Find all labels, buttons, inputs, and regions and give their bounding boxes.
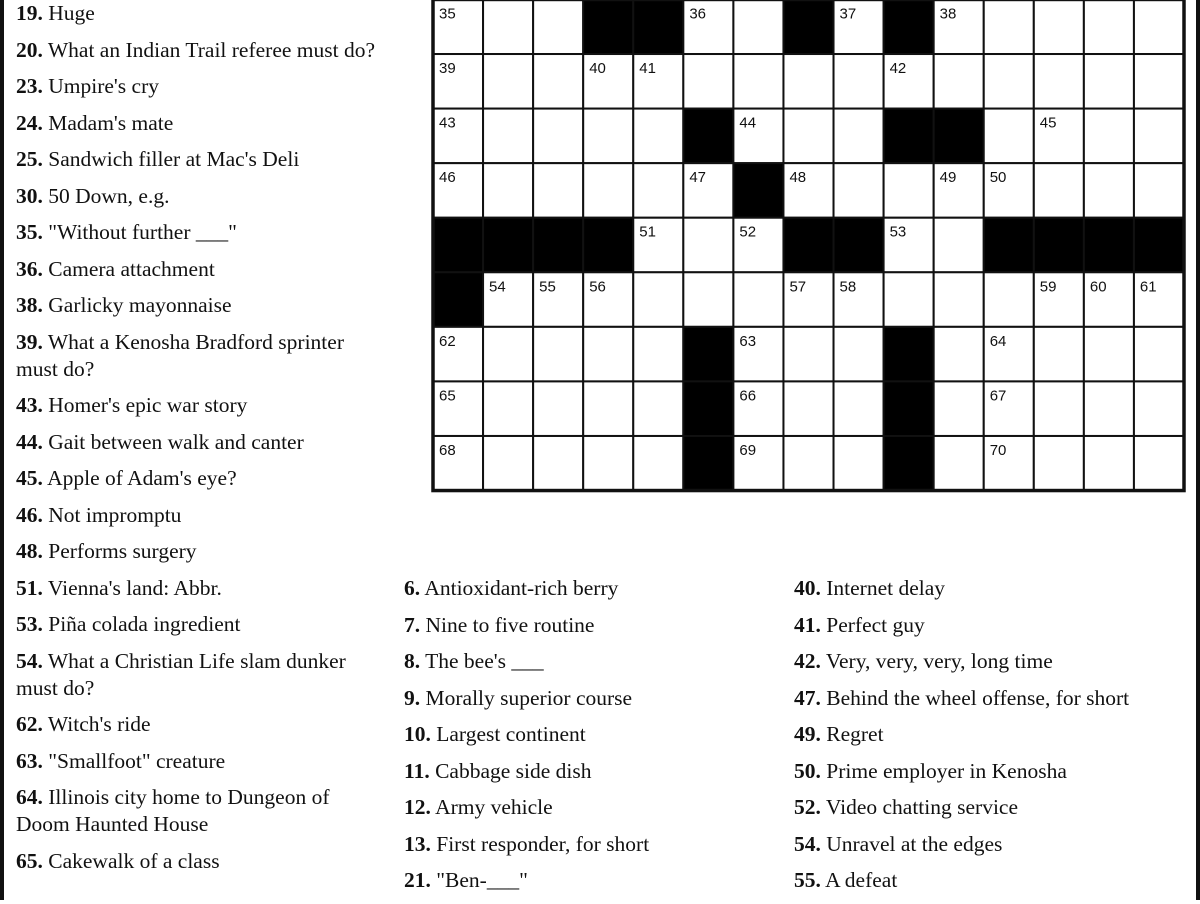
grid-block-cell [783, 0, 833, 54]
clue-item [16, 575, 376, 602]
clue-text: Witch's ride [42, 712, 151, 736]
grid-cell-number: 51 [639, 223, 656, 241]
grid-block-cell [533, 218, 583, 273]
grid-cell[interactable] [1034, 0, 1084, 54]
clue-item [16, 292, 376, 319]
grid-cell[interactable] [483, 109, 533, 164]
grid-cell[interactable] [633, 381, 683, 436]
clue-item [794, 867, 1194, 894]
grid-cell-number: 41 [639, 60, 656, 78]
clue-text: Camera attachment [42, 256, 215, 281]
clue-item [794, 612, 1194, 639]
grid-cell[interactable] [934, 54, 984, 109]
grid-cell[interactable] [1034, 54, 1084, 109]
down-clues-list-continued [794, 575, 1194, 904]
clue-number: 7. [404, 612, 421, 637]
grid-cell[interactable] [934, 381, 984, 436]
grid-block-cell [633, 0, 683, 54]
clue-text: What a Kenosha Bradford sprinter must do? [16, 329, 344, 381]
grid-cell-number: 38 [939, 5, 957, 23]
clue-number: 23. [16, 74, 43, 98]
grid-cell-number: 62 [438, 332, 456, 350]
clue-item [16, 711, 376, 738]
grid-cell[interactable] [633, 272, 683, 327]
clue-number: 39. [16, 329, 43, 354]
clue-number: 21. [404, 868, 431, 892]
grid-cell-number: 52 [739, 223, 757, 241]
clue-text: Cabbage side dish [429, 758, 592, 783]
grid-cell[interactable] [1084, 109, 1134, 164]
grid-cell[interactable] [733, 54, 783, 109]
clue-item [16, 465, 376, 492]
down-clues-list [404, 575, 784, 904]
grid-cell-number: 61 [1139, 278, 1157, 296]
clue-item [16, 219, 376, 246]
grid-cell[interactable] [884, 163, 934, 218]
grid-cell[interactable] [583, 109, 633, 164]
grid-cell[interactable] [934, 327, 984, 382]
grid-cell[interactable] [533, 0, 583, 54]
grid-cell[interactable] [934, 272, 984, 327]
grid-cell[interactable] [483, 0, 533, 54]
grid-block-cell [884, 327, 934, 382]
grid-block-cell [884, 381, 934, 436]
grid-block-cell [483, 218, 533, 273]
clue-text: Vienna's land: Abbr. [42, 575, 222, 600]
clue-text: Morally superior course [420, 685, 633, 710]
clue-number: 55. [794, 868, 821, 892]
clue-text: Antioxidant-rich berry [420, 576, 619, 600]
grid-block-cell [834, 218, 884, 273]
grid-cell[interactable] [533, 381, 583, 436]
grid-cell[interactable] [1134, 436, 1184, 491]
grid-cell[interactable] [834, 163, 884, 218]
grid-cell[interactable] [533, 327, 583, 382]
clue-number: 9. [404, 685, 421, 710]
clue-item [794, 831, 1194, 858]
grid-cell-number: 53 [889, 223, 907, 241]
clue-item [16, 611, 376, 638]
grid-block-cell [433, 272, 483, 327]
grid-cell[interactable] [783, 54, 833, 109]
grid-cell[interactable] [1134, 327, 1184, 382]
clue-number: 30. [16, 183, 43, 208]
clue-item [794, 685, 1194, 712]
clue-number: 41. [794, 612, 821, 637]
clue-item [404, 648, 784, 675]
grid-cell-number: 60 [1089, 278, 1107, 296]
grid-cell[interactable] [733, 0, 783, 54]
grid-block-cell [733, 163, 783, 218]
grid-block-cell [1034, 218, 1084, 273]
grid-cell[interactable] [834, 54, 884, 109]
clue-number: 47. [794, 685, 821, 710]
clue-text: Prime employer in Kenosha [820, 758, 1067, 783]
clue-item [794, 721, 1194, 748]
clue-number: 25. [16, 147, 43, 171]
clue-number: 65. [16, 848, 43, 873]
grid-cell-number: 37 [839, 5, 857, 23]
clue-text: Performs surgery [42, 539, 197, 563]
grid-cell[interactable] [633, 436, 683, 491]
grid-cell[interactable] [1134, 109, 1184, 164]
clue-item [16, 538, 376, 565]
clue-text: Internet delay [820, 576, 946, 600]
grid-cell-number: 70 [989, 441, 1007, 459]
grid-cell-number: 64 [989, 332, 1007, 350]
clue-number: 45. [16, 466, 43, 490]
clue-text: Cakewalk of a class [42, 848, 220, 873]
clue-number: 54. [16, 648, 43, 673]
clue-text: Apple of Adam's eye? [42, 466, 237, 490]
grid-cell[interactable] [483, 327, 533, 382]
grid-cell-number: 69 [739, 441, 757, 459]
grid-cell[interactable] [1134, 54, 1184, 109]
clue-number: 52. [794, 795, 821, 819]
grid-cell[interactable] [984, 109, 1034, 164]
grid-cell[interactable] [633, 163, 683, 218]
grid-cell[interactable] [783, 436, 833, 491]
clue-number: 10. [404, 722, 431, 746]
clue-text: "Ben-___" [430, 868, 528, 892]
clue-text: Perfect guy [820, 612, 925, 637]
clue-number: 8. [404, 649, 421, 673]
clue-item [16, 784, 376, 838]
clue-text: Umpire's cry [42, 74, 159, 98]
grid-block-cell [1084, 218, 1134, 273]
clue-number: 42. [794, 649, 821, 673]
clue-item [404, 575, 784, 602]
clue-item [16, 183, 376, 210]
grid-cell[interactable] [783, 109, 833, 164]
clue-number: 11. [404, 758, 430, 783]
grid-block-cell [683, 327, 733, 382]
grid-cell[interactable] [884, 272, 934, 327]
grid-cell[interactable] [683, 272, 733, 327]
grid-cell[interactable] [533, 436, 583, 491]
grid-cell-number: 54 [489, 278, 506, 296]
clue-item [16, 37, 376, 64]
clue-text: 50 Down, e.g. [42, 183, 170, 208]
grid-cell[interactable] [1084, 436, 1134, 491]
grid-cell[interactable] [1134, 0, 1184, 54]
clue-item [16, 329, 376, 383]
grid-cell[interactable] [1084, 54, 1134, 109]
grid-cell-number: 40 [589, 60, 606, 78]
grid-cell[interactable] [1084, 0, 1134, 54]
clue-number: 46. [16, 502, 43, 527]
grid-cell-number: 36 [689, 5, 707, 23]
clue-item [404, 867, 784, 894]
grid-cell[interactable] [1134, 163, 1184, 218]
grid-cell[interactable] [984, 272, 1034, 327]
clue-number: 12. [404, 795, 431, 819]
grid-cell[interactable] [783, 381, 833, 436]
clue-number: 51. [16, 575, 43, 600]
grid-block-cell [583, 0, 633, 54]
grid-block-cell [934, 109, 984, 164]
clue-number: 49. [794, 722, 821, 746]
grid-cell[interactable] [834, 436, 884, 491]
clue-item [404, 685, 784, 712]
clue-item [16, 748, 376, 775]
grid-cell[interactable] [633, 109, 683, 164]
clue-item [404, 612, 784, 639]
grid-cell[interactable] [733, 272, 783, 327]
clue-text: Regret [820, 722, 884, 746]
clue-text: Huge [42, 1, 95, 25]
clue-item [16, 429, 376, 456]
grid-cell-number: 55 [539, 278, 556, 296]
clue-text: Largest continent [430, 722, 586, 746]
grid-cell[interactable] [583, 327, 633, 382]
grid-cell-number: 63 [739, 332, 757, 350]
grid-block-cell [683, 109, 733, 164]
grid-cell-number: 67 [989, 387, 1007, 405]
grid-cell[interactable] [834, 381, 884, 436]
clue-text: "Smallfoot" creature [42, 748, 226, 773]
clue-item [16, 73, 376, 100]
grid-block-cell [583, 218, 633, 273]
grid-cell-number: 47 [689, 169, 707, 187]
clue-number: 35. [16, 220, 43, 244]
grid-cell[interactable] [1034, 327, 1084, 382]
clue-text: A defeat [820, 868, 898, 892]
grid-block-cell [783, 218, 833, 273]
grid-block-cell [433, 218, 483, 273]
grid-cell-number: 50 [989, 169, 1007, 187]
clue-text: Army vehicle [430, 795, 553, 819]
grid-cell-number: 39 [438, 60, 456, 78]
grid-cell[interactable] [934, 218, 984, 273]
clue-item [16, 146, 376, 173]
clue-number: 40. [794, 576, 821, 600]
clue-number: 53. [16, 612, 43, 636]
grid-cell-number: 59 [1039, 278, 1057, 296]
grid-cell[interactable] [984, 54, 1034, 109]
clue-text: Sandwich filler at Mac's Deli [42, 147, 300, 171]
grid-cell-number: 49 [939, 169, 957, 187]
clue-item [16, 0, 376, 27]
grid-cell[interactable] [683, 54, 733, 109]
page-border-left [0, 0, 4, 900]
clue-text: Illinois city home to Dungeon of Doom Haunted House [16, 785, 330, 836]
grid-cell[interactable] [1034, 436, 1084, 491]
clue-text: What a Christian Life slam dunker must do? [16, 648, 346, 700]
grid-cell-number: 65 [438, 387, 456, 405]
grid-cell[interactable] [934, 436, 984, 491]
page-border-right [1196, 0, 1200, 900]
grid-cell-number: 45 [1039, 114, 1057, 132]
clue-item [16, 648, 376, 702]
clue-item [794, 758, 1194, 785]
grid-cell-number: 57 [789, 278, 807, 296]
grid-cell[interactable] [483, 54, 533, 109]
grid-cell-number: 44 [739, 114, 757, 132]
grid-cell[interactable] [583, 381, 633, 436]
grid-cell-number: 35 [438, 5, 456, 23]
across-clues-list [16, 0, 376, 884]
clue-number: 63. [16, 748, 43, 773]
clue-text: Video chatting service [820, 795, 1018, 819]
grid-cell[interactable] [483, 436, 533, 491]
crossword-grid [431, 0, 1186, 494]
grid-cell-number: 43 [438, 114, 456, 132]
clue-text: Gait between walk and canter [42, 429, 304, 454]
clue-number: 62. [16, 712, 43, 736]
clue-item [16, 502, 376, 529]
clue-number: 19. [16, 1, 43, 25]
clue-text: Garlicky mayonnaise [42, 293, 232, 317]
grid-cell[interactable] [583, 163, 633, 218]
clue-text: The bee's ___ [420, 649, 544, 673]
grid-cell[interactable] [984, 0, 1034, 54]
clue-item [794, 648, 1194, 675]
clue-number: 20. [16, 37, 43, 62]
grid-cell[interactable] [533, 163, 583, 218]
grid-cell[interactable] [633, 327, 683, 382]
grid-block-cell [984, 218, 1034, 273]
grid-cell-number: 46 [438, 169, 456, 187]
clue-number: 50. [794, 758, 821, 783]
clue-item [404, 758, 784, 785]
grid-cell[interactable] [683, 218, 733, 273]
grid-cell[interactable] [783, 327, 833, 382]
grid-cell[interactable] [834, 109, 884, 164]
clue-number: 6. [404, 576, 421, 600]
grid-cell[interactable] [583, 436, 633, 491]
clue-item [404, 721, 784, 748]
grid-cell[interactable] [1134, 381, 1184, 436]
clue-number: 54. [794, 831, 821, 856]
grid-block-cell [884, 0, 934, 54]
grid-cell-number: 48 [789, 169, 807, 187]
grid-cell-number: 42 [889, 60, 907, 78]
clue-item [16, 392, 376, 419]
grid-block-cell [683, 436, 733, 491]
clue-number: 44. [16, 429, 43, 454]
grid-cell[interactable] [1034, 381, 1084, 436]
grid-block-cell [884, 109, 934, 164]
clue-number: 43. [16, 393, 43, 417]
clue-text: Very, very, very, long time [820, 649, 1053, 673]
clue-item [16, 848, 376, 875]
grid-cell[interactable] [834, 327, 884, 382]
clue-item [404, 831, 784, 858]
clue-number: 38. [16, 293, 43, 317]
grid-block-cell [683, 381, 733, 436]
clue-text: Madam's mate [42, 110, 174, 135]
clue-item [16, 110, 376, 137]
clue-number: 24. [16, 110, 43, 135]
clue-number: 13. [404, 831, 431, 856]
grid-cell-number: 58 [839, 278, 857, 296]
clue-text: Not impromptu [42, 502, 182, 527]
clue-item [794, 794, 1194, 821]
clue-text: First responder, for short [430, 831, 650, 856]
clue-item [404, 794, 784, 821]
clue-text: Piña colada ingredient [42, 612, 241, 636]
grid-cell-number: 66 [739, 387, 757, 405]
grid-cell-number: 56 [589, 278, 606, 296]
clue-number: 36. [16, 256, 43, 281]
clue-text: What an Indian Trail referee must do? [42, 37, 376, 62]
clue-item [16, 256, 376, 283]
clue-text: Unravel at the edges [820, 831, 1003, 856]
clue-item [794, 575, 1194, 602]
clue-text: "Without further ___" [42, 220, 237, 244]
grid-cell[interactable] [1084, 327, 1134, 382]
clue-text: Behind the wheel offense, for short [820, 685, 1130, 710]
grid-cell[interactable] [1084, 381, 1134, 436]
clue-number: 64. [16, 785, 43, 809]
grid-cell[interactable] [483, 381, 533, 436]
clue-text: Nine to five routine [420, 612, 595, 637]
grid-block-cell [1134, 218, 1184, 273]
grid-cell-number: 68 [438, 441, 456, 459]
grid-cell[interactable] [533, 109, 583, 164]
clue-text: Homer's epic war story [42, 393, 248, 417]
grid-cell[interactable] [1084, 163, 1134, 218]
grid-block-cell [884, 436, 934, 491]
clue-number: 48. [16, 539, 43, 563]
grid-cell[interactable] [533, 54, 583, 109]
grid-cell[interactable] [483, 163, 533, 218]
grid-cell[interactable] [1034, 163, 1084, 218]
